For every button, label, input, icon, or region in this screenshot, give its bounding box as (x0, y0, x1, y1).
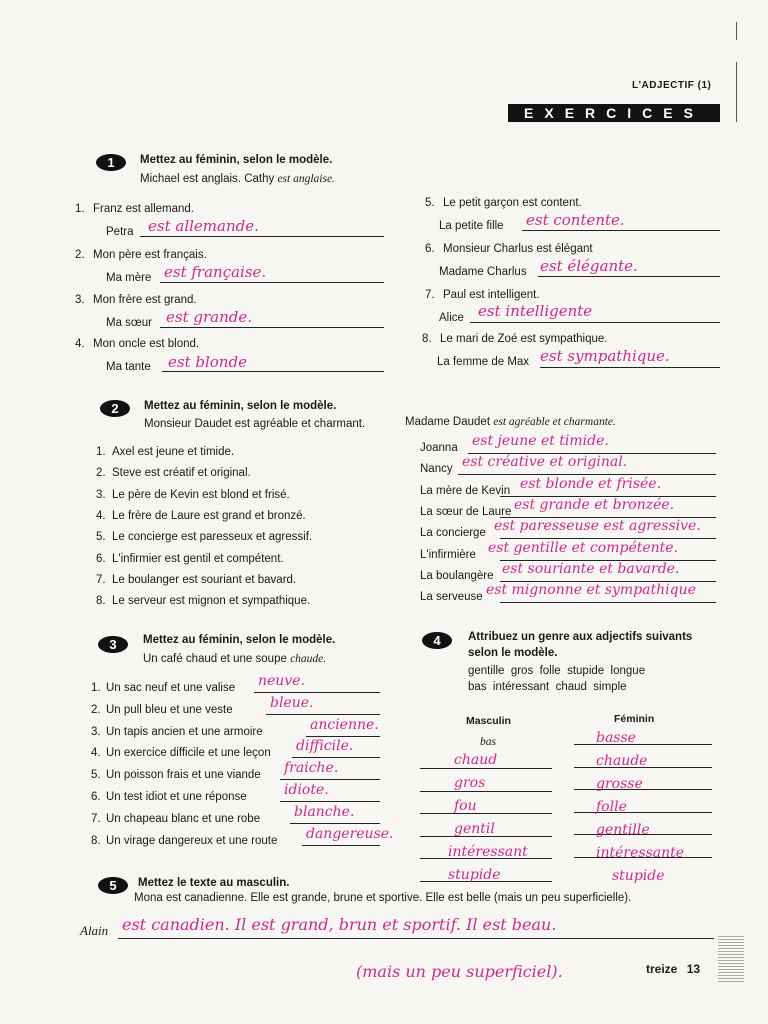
handwritten-answer: difficile. (296, 738, 354, 754)
answer-line (302, 845, 380, 846)
handwritten-answer: blanche. (294, 804, 355, 820)
handwritten-answer: est grande et bronzée. (514, 497, 675, 513)
page-number: 13 (686, 962, 701, 976)
item-number: 8. (422, 333, 432, 345)
exercise-1-item-sentence: Le petit garçon est content. (443, 197, 582, 209)
item-subject: Alice (439, 312, 464, 324)
answer-line (458, 474, 716, 475)
exercise-2-model (405, 415, 616, 429)
answer-line-masculin (420, 813, 552, 814)
item-number: 3. (91, 726, 101, 738)
item-number: 2. (75, 249, 85, 261)
answer-line-masculin (420, 791, 552, 792)
model-sentence: Michael est anglais. Cathy (140, 173, 275, 185)
exercise-1-number: 1 (96, 154, 126, 171)
item-subject: Madame Charlus (439, 266, 527, 278)
exercise-5-text: Mona est canadienne. Elle est grande, brune et sportive. Elle est belle (mais un peu superficielle). (134, 892, 632, 904)
item-number: 6. (425, 243, 435, 255)
exercise-3-item-sentence: Un chapeau blanc et une robe (106, 813, 261, 825)
exercise-3-instruction: Mettez au féminin, selon le modèle. (143, 634, 336, 646)
column-header-feminin: Féminin (614, 713, 655, 725)
handwritten-masculin: fou (454, 798, 477, 814)
column-header-masculin: Masculin (466, 715, 511, 727)
handwritten-answer: est jeune et timide. (472, 433, 609, 449)
scan-noise (718, 934, 744, 982)
chapter-title: L'ADJECTIF (1) (632, 80, 712, 91)
exercise-2-item-sentence: Le père de Kevin est blond et frisé. (112, 489, 290, 501)
exercise-1-item-sentence: Franz est allemand. (93, 203, 194, 215)
exercise-1-instruction: Mettez au féminin, selon le modèle. (140, 154, 333, 166)
exercise-3-number: 3 (98, 636, 128, 653)
answer-line (118, 938, 714, 939)
exercise-2-item-sentence: Steve est créatif et original. (112, 467, 251, 479)
answer-line (280, 801, 380, 802)
model-answer: est agréable et charmante. (493, 416, 616, 428)
item-number: 7. (425, 289, 435, 301)
exercise-3-item-sentence: Un pull bleu et une veste (106, 704, 233, 716)
exercise-2-instruction: Mettez au féminin, selon le modèle. (144, 400, 337, 412)
handwritten-feminin: folle (596, 799, 627, 815)
answer-line (522, 230, 720, 231)
page-edge-mark (736, 62, 737, 122)
handwritten-feminin: grosse (596, 776, 643, 792)
model-masculin: bas (480, 736, 496, 748)
answer-line (500, 602, 716, 603)
model-answer: chaude. (290, 653, 327, 665)
exercise-2-model-sentence: Monsieur Daudet est agréable et charmant. (144, 418, 366, 430)
answer-line-feminin (574, 744, 712, 745)
exercise-1-item-sentence: Mon oncle est blond. (93, 338, 200, 350)
handwritten-answer: est gentille et compétente. (488, 540, 679, 556)
item-subject: Ma sœur (106, 317, 152, 329)
item-subject: La petite fille (439, 220, 504, 232)
item-number: 1. (75, 203, 85, 215)
handwritten-answer: est intelligente (478, 302, 593, 320)
item-number: 8. (96, 595, 106, 607)
item-subject: La sœur de Laure (420, 506, 512, 518)
item-number: 5. (91, 769, 101, 781)
handwritten-answer: est mignonne et sympathique (486, 582, 696, 598)
item-number: 2. (91, 704, 101, 716)
exercise-3-item-sentence: Un tapis ancien et une armoire (106, 726, 263, 738)
item-number: 4. (91, 747, 101, 759)
handwritten-answer: idiote. (284, 782, 329, 798)
item-number: 1. (91, 682, 101, 694)
item-subject: La serveuse (420, 591, 483, 603)
handwritten-masculin: intéressant (448, 844, 528, 860)
exercise-5-subject: Alain (80, 923, 109, 938)
exercise-3-item-sentence: Un virage dangereux et une route (106, 835, 278, 847)
answer-line (290, 823, 380, 824)
answer-line-feminin (574, 789, 712, 790)
item-number: 1. (96, 446, 106, 458)
model-answer: est anglaise. (277, 173, 335, 185)
handwritten-masculin: chaud (454, 752, 498, 768)
item-number: 4. (75, 338, 85, 350)
handwritten-masculin: stupide (448, 867, 501, 883)
page-edge-mark (736, 22, 737, 40)
exercise-3-item-sentence: Un poisson frais et une viande (106, 769, 261, 781)
item-number: 8. (91, 835, 101, 847)
exercise-2-item-sentence: Le frère de Laure est grand et bronzé. (112, 510, 306, 522)
handwritten-answer: fraiche. (284, 760, 339, 776)
exercise-4-instruction-2: selon le modèle. (468, 647, 558, 659)
handwritten-answer: est paresseuse est agressive. (494, 518, 701, 534)
handwritten-answer: bleue. (270, 695, 314, 711)
item-number: 7. (91, 813, 101, 825)
answer-line (160, 327, 384, 328)
model-subject: Madame Daudet (405, 416, 491, 428)
item-number: 3. (96, 489, 106, 501)
exercise-5-number: 5 (98, 877, 128, 894)
item-subject: La femme de Max (437, 356, 530, 368)
answer-line (280, 779, 380, 780)
answer-line (292, 757, 380, 758)
handwritten-answer: est blonde et frisée. (520, 476, 662, 492)
exercise-1-item-sentence: Mon père est français. (93, 249, 207, 261)
item-subject: La mère de Kevin (420, 485, 511, 497)
answer-line (470, 322, 720, 323)
item-number: 6. (96, 553, 106, 565)
handwritten-answer: est canadien. Il est grand, brun et sportif. Il est beau. (122, 915, 557, 934)
item-number: 2. (96, 467, 106, 479)
handwritten-answer: est blonde (168, 353, 247, 371)
handwritten-answer: est créative et original. (462, 454, 628, 470)
answer-line (266, 714, 380, 715)
handwritten-answer: est élégante. (540, 257, 638, 275)
handwritten-answer: est contente. (526, 211, 625, 229)
item-subject: Ma tante (106, 361, 151, 373)
exercise-1-model (140, 172, 335, 186)
exercise-4-word-list-2: bas intéressant chaud simple (468, 681, 627, 693)
exercise-3-item-sentence: Un test idiot et une réponse (106, 791, 247, 803)
handwritten-answer: est française. (164, 263, 267, 281)
item-subject: Ma mère (106, 272, 152, 284)
exercise-2-item-sentence: Le serveur est mignon et sympathique. (112, 595, 311, 607)
answer-line (538, 276, 720, 277)
item-subject: L'infirmière (420, 549, 476, 561)
exercise-1-item-sentence: Paul est intelligent. (443, 289, 540, 301)
item-number: 3. (75, 294, 85, 306)
answer-line (140, 236, 384, 237)
exercise-4-word-list-1: gentille gros folle stupide longue (468, 665, 646, 677)
page-word: treize (646, 962, 678, 976)
exercise-1-item-sentence: Monsieur Charlus est élégant (443, 243, 593, 255)
answer-line (500, 538, 716, 539)
answer-line (306, 736, 380, 737)
handwritten-feminin: chaude (596, 753, 648, 769)
exercise-2-item-sentence: L'infirmier est gentil et compétent. (112, 553, 284, 565)
item-number: 5. (425, 197, 435, 209)
handwritten-feminin: basse (596, 730, 636, 746)
handwritten-feminin: intéressante (596, 845, 685, 861)
item-subject: Joanna (420, 442, 458, 454)
exercise-3-item-sentence: Un sac neuf et une valise (106, 682, 236, 694)
exercise-2-number: 2 (100, 400, 130, 417)
exercise-2-item-sentence: Le boulanger est souriant et bavard. (112, 574, 297, 586)
item-number: 7. (96, 574, 106, 586)
exercise-5-instruction: Mettez le texte au masculin. (138, 877, 290, 889)
page-footer (646, 962, 700, 976)
item-subject: La boulangère (420, 570, 494, 582)
item-subject: Nancy (420, 463, 453, 475)
handwritten-feminin: stupide (612, 868, 665, 884)
exercise-1-item-sentence: Mon frère est grand. (93, 294, 197, 306)
exercise-3-item-sentence: Un exercice difficile et une leçon (106, 747, 271, 759)
handwritten-masculin: gentil (454, 821, 495, 837)
handwritten-answer-continued: (mais un peu superficiel). (356, 962, 563, 981)
answer-line (254, 692, 380, 693)
exercise-1-item-sentence: Le mari de Zoé est sympathique. (440, 333, 608, 345)
handwritten-masculin: gros (454, 775, 486, 791)
exercise-4-number: 4 (422, 632, 452, 649)
handwritten-answer: dangereuse. (306, 826, 394, 842)
answer-line (162, 371, 384, 372)
exercise-2-item-sentence: Axel est jeune et timide. (112, 446, 235, 458)
handwritten-answer: neuve. (258, 673, 305, 689)
handwritten-answer: est sympathique. (540, 347, 670, 365)
exercises-banner: EXERCICES (508, 104, 720, 122)
model-sentence: Un café chaud et une soupe (143, 653, 287, 665)
handwritten-feminin: gentille (596, 822, 650, 838)
item-subject: Petra (106, 226, 134, 238)
handwritten-answer: est allemande. (148, 217, 259, 235)
exercise-2-item-sentence: Le concierge est paresseux et agressif. (112, 531, 313, 543)
answer-line-masculin (420, 768, 552, 769)
answer-line (540, 367, 720, 368)
exercise-4-instruction-1: Attribuez un genre aux adjectifs suivants (468, 631, 693, 643)
item-subject: La concierge (420, 527, 486, 539)
answer-line (160, 282, 384, 283)
handwritten-answer: ancienne. (310, 717, 379, 733)
exercise-3-model (143, 652, 326, 666)
handwritten-answer: est grande. (166, 308, 252, 326)
item-number: 5. (96, 531, 106, 543)
answer-line-feminin (574, 812, 712, 813)
handwritten-answer: est souriante et bavarde. (502, 561, 680, 577)
item-number: 4. (96, 510, 106, 522)
item-number: 6. (91, 791, 101, 803)
